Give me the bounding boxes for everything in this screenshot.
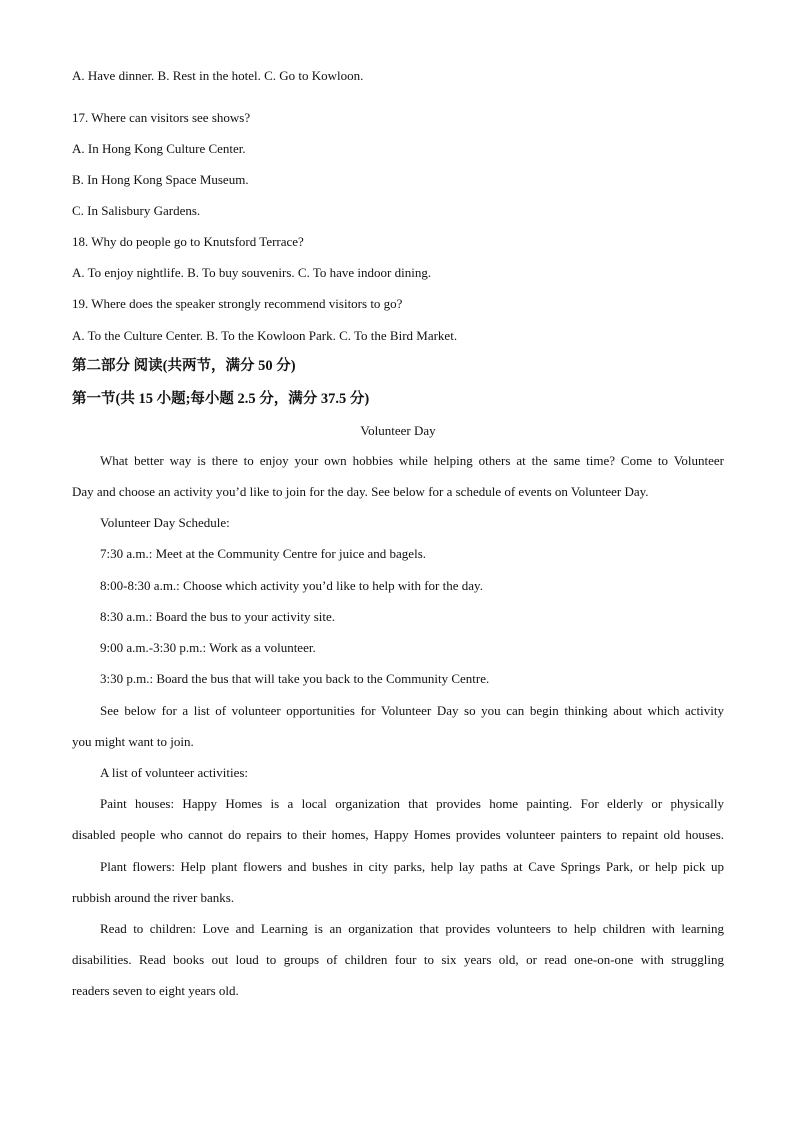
article-title: Volunteer Day <box>360 423 436 438</box>
q17-question: 17. Where can visitors see shows? <box>72 110 251 125</box>
opportunities-line-2: you might want to join. <box>72 734 194 749</box>
schedule-item: 3:30 p.m.: Board the bus that will take you back to the Community Centre. <box>100 671 490 686</box>
q17-option-a: A. In Hong Kong Culture Center. <box>72 141 246 156</box>
paint-houses-line-1: Paint houses: Happy Homes is a local organization that provides home painting. For elderly or physically <box>100 796 724 811</box>
intro-line-1: What better way is there to enjoy your own hobbies while helping others at the same time? Come to Volunteer <box>100 453 724 468</box>
part-heading: 第二部分 阅读(共两节，满分 50 分) <box>72 358 296 374</box>
schedule-item: 8:30 a.m.: Board the bus to your activity site. <box>100 609 336 624</box>
q17-option-b: B. In Hong Kong Space Museum. <box>72 172 249 187</box>
schedule-heading: Volunteer Day Schedule: <box>100 515 230 530</box>
q17-option-c: C. In Salisbury Gardens. <box>72 203 201 218</box>
read-children-line-2: disabilities. Read books out loud to groups of children four to six years old, or read one-on-one with struggling <box>72 952 724 967</box>
q18-question: 18. Why do people go to Knutsford Terrace? <box>72 234 304 249</box>
q16-options: A. Have dinner. B. Rest in the hotel. C. Go to Kowloon. <box>72 68 364 83</box>
intro-line-2: Day and choose an activity you’d like to join for the day. See below for a schedule of events on Volunteer Day. <box>72 484 649 499</box>
activities-heading: A list of volunteer activities: <box>100 765 249 780</box>
read-children-line-3: readers seven to eight years old. <box>72 983 239 998</box>
schedule-item: 9:00 a.m.-3:30 p.m.: Work as a volunteer. <box>100 640 316 655</box>
schedule-item: 8:00-8:30 a.m.: Choose which activity you’d like to help with for the day. <box>100 578 483 593</box>
q19-options: A. To the Culture Center. B. To the Kowloon Park. C. To the Bird Market. <box>72 328 458 343</box>
q18-options: A. To enjoy nightlife. B. To buy souvenirs. C. To have indoor dining. <box>72 265 432 280</box>
read-children-line-1: Read to children: Love and Learning is an organization that provides volunteers to help children with learning <box>100 921 724 936</box>
plant-flowers-line-1: Plant flowers: Help plant flowers and bushes in city parks, help lay paths at Cave Springs Park, or help pick up <box>100 859 724 874</box>
paint-houses-line-2: disabled people who cannot do repairs to their homes, Happy Homes provides volunteer painters to repaint old houses. <box>72 827 724 842</box>
schedule-item: 7:30 a.m.: Meet at the Community Centre for juice and bagels. <box>100 546 427 561</box>
q19-question: 19. Where does the speaker strongly recommend visitors to go? <box>72 296 403 311</box>
opportunities-line-1: See below for a list of volunteer opportunities for Volunteer Day so you can begin thinking about which activity <box>100 703 724 718</box>
section-heading: 第一节(共 15 小题;每小题 2.5 分，满分 37.5 分) <box>72 391 370 407</box>
plant-flowers-line-2: rubbish around the river banks. <box>72 890 235 905</box>
